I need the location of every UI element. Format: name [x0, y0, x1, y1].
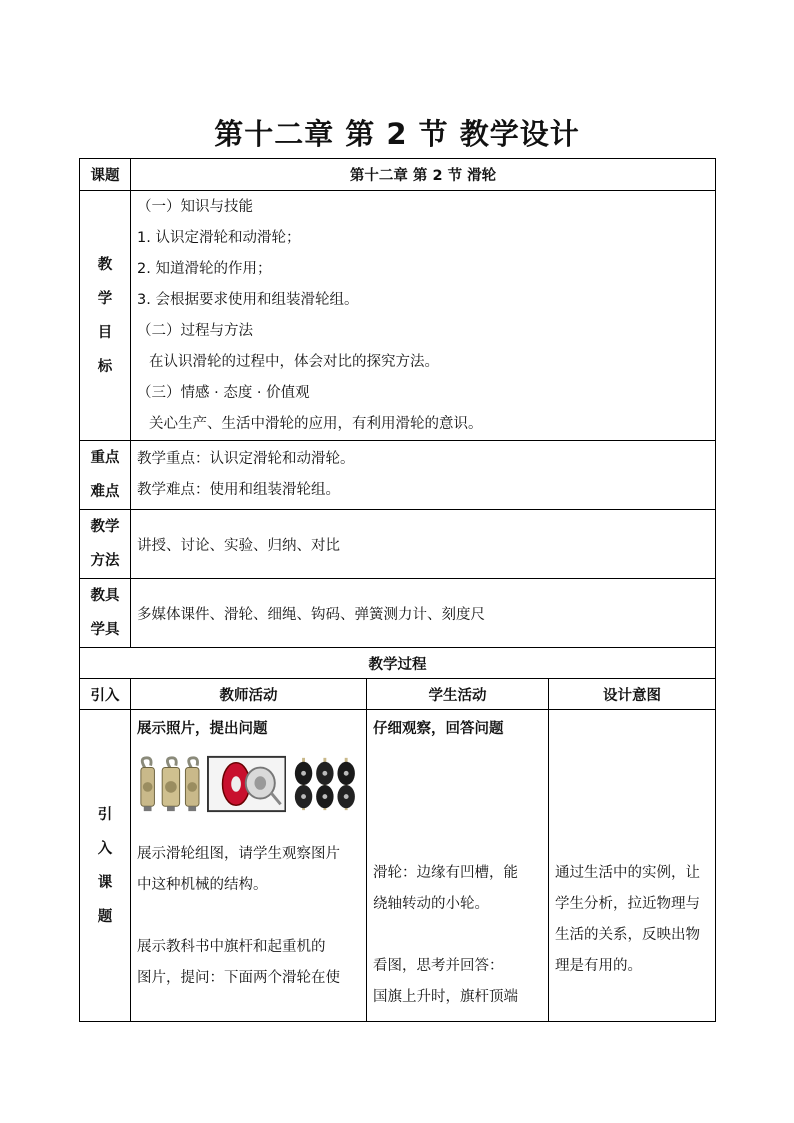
teacher-activity-heading: 展示照片，提出问题: [137, 721, 268, 737]
objective-line: 3. 会根据要求使用和组装滑轮组。: [137, 291, 359, 308]
red-pulley-photo: [207, 755, 286, 813]
teacher-activity-line: 中这种机械的结构。: [137, 877, 268, 893]
topic-label: 课题: [80, 159, 131, 191]
design-intent-line: 通过生活中的实例，让: [555, 865, 700, 881]
tools-label-line: 教具: [90, 588, 120, 604]
black-sheave-photo: [290, 755, 360, 813]
col-header-student: 学生活动: [367, 679, 549, 710]
teacher-activity-line: 展示滑轮组图，请学生观察图片: [137, 846, 340, 862]
process-columns-row: [80, 679, 716, 710]
student-activity-line: 看图，思考并回答：: [373, 958, 504, 974]
student-activity-spacer: [373, 920, 542, 951]
objective-line: （三）情感 · 态度 · 价值观: [137, 384, 310, 401]
objectives-content: [131, 191, 716, 441]
lesson-plan-table: [79, 158, 716, 1022]
objective-line: 2. 知道滑轮的作用；: [137, 260, 272, 277]
key-points-label-line: 难点: [90, 484, 120, 500]
topic-value: 第十二章 第 2 节 滑轮: [131, 159, 716, 191]
objectives-label: [80, 191, 131, 441]
process-row-intro: [80, 710, 716, 1022]
objective-line: 关心生产、生活中滑轮的应用，有利用滑轮的意识。: [149, 415, 483, 432]
objectives-label-char: 教: [97, 256, 113, 273]
teacher-activity-line: 展示教科书中旗杆和起重机的: [137, 939, 326, 955]
process-heading-row: [80, 648, 716, 679]
intro-label: [80, 710, 131, 1022]
intro-label-char: 引: [97, 806, 113, 823]
student-activity-spacer: [373, 745, 542, 858]
intro-label-char: 入: [97, 840, 113, 857]
col-header-intro: 引入: [80, 679, 131, 710]
objective-line: （一）知识与技能: [137, 198, 253, 215]
design-intent-line: 学生分析，拉近物理与: [555, 896, 700, 912]
objective-line: 在认识滑轮的过程中，体会对比的探究方法。: [149, 353, 439, 370]
design-intent-spacer: [555, 714, 709, 858]
teacher-activity-line: 图片，提问：下面两个滑轮在使: [137, 970, 340, 986]
methods-label-line: 教学: [90, 519, 120, 535]
student-activity-cell: [367, 710, 549, 1022]
document-title: 第十二章 第 2 节 教学设计: [214, 117, 580, 151]
key-points-label: [80, 441, 131, 510]
pulley-photos: [137, 755, 360, 813]
teacher-activity-spacer: [137, 901, 360, 932]
key-points-row: [80, 441, 716, 510]
tools-label: [80, 579, 131, 648]
tools-row: [80, 579, 716, 648]
intro-label-char: 课: [97, 874, 113, 891]
methods-value: 讲授、讨论、实验、归纳、对比: [131, 510, 716, 579]
methods-label: [80, 510, 131, 579]
pulley-block-photo: [137, 755, 203, 813]
student-activity-line: 绕轴转动的小轮。: [373, 896, 489, 912]
objective-line: （二）过程与方法: [137, 322, 253, 339]
design-intent-cell: [549, 710, 716, 1022]
objectives-label-char: 目: [97, 324, 113, 341]
student-activity-heading: 仔细观察，回答问题: [373, 721, 504, 737]
teacher-activity-cell: [131, 710, 367, 1022]
design-intent-line: 理是有用的。: [555, 958, 642, 974]
objectives-row: [80, 191, 716, 441]
objectives-label-char: 标: [97, 358, 113, 375]
objectives-label-char: 学: [97, 290, 113, 307]
methods-row: [80, 510, 716, 579]
tools-label-line: 学具: [90, 622, 120, 638]
intro-label-char: 题: [97, 908, 113, 925]
student-activity-line: 滑轮：边缘有凹槽，能: [373, 865, 518, 881]
objective-line: 1. 认识定滑轮和动滑轮；: [137, 229, 301, 246]
key-points-content: [131, 441, 716, 510]
student-activity-line: 国旗上升时，旗杆顶端: [373, 989, 518, 1005]
key-points-label-line: 重点: [90, 450, 120, 466]
col-header-intent: 设计意图: [549, 679, 716, 710]
methods-label-line: 方法: [90, 553, 120, 569]
col-header-teacher: 教师活动: [131, 679, 367, 710]
process-heading: 教学过程: [80, 648, 716, 679]
design-intent-line: 生活的关系，反映出物: [555, 927, 700, 943]
topic-row: [80, 159, 716, 191]
key-point-line: 教学重点：认识定滑轮和动滑轮。: [137, 451, 355, 467]
tools-value: 多媒体课件、滑轮、细绳、钩码、弹簧测力计、刻度尺: [131, 579, 716, 648]
difficult-point-line: 教学难点：使用和组装滑轮组。: [137, 482, 340, 498]
